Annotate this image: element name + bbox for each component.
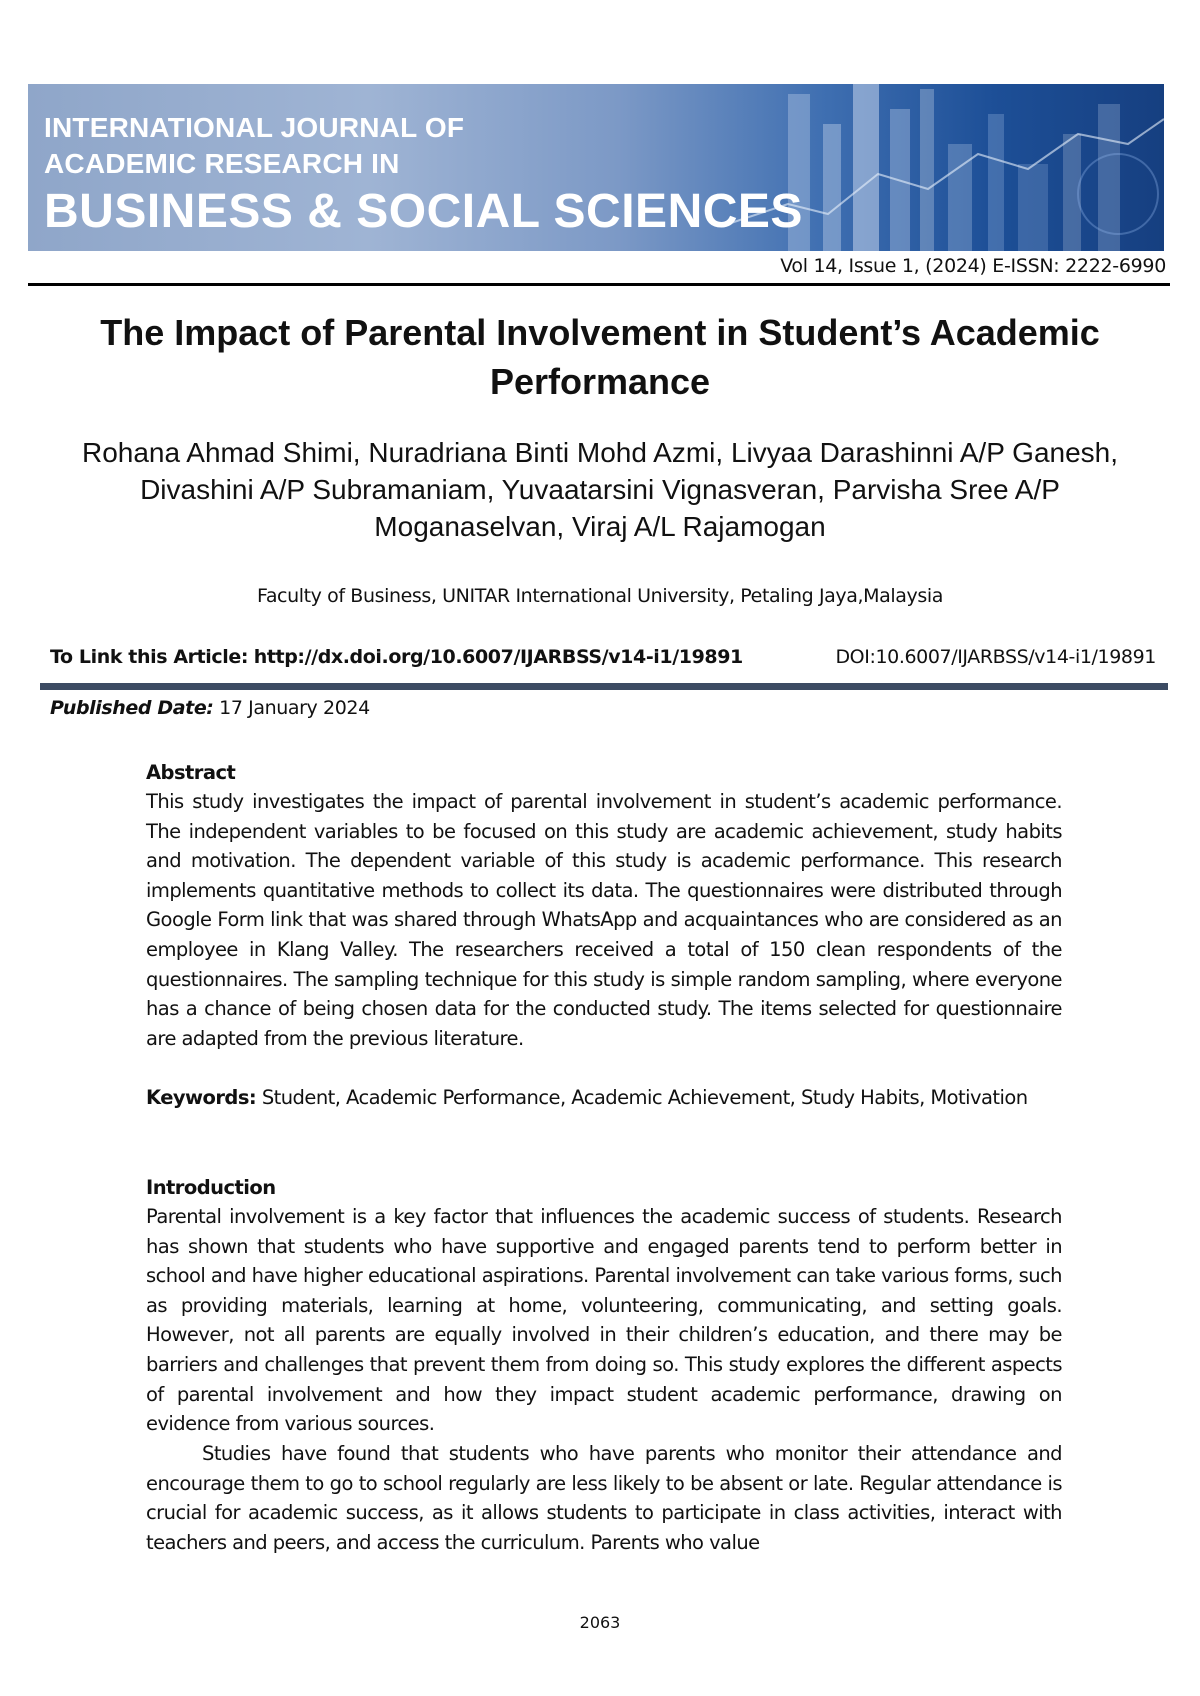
- abstract-heading: Abstract: [146, 761, 236, 784]
- introduction-heading: Introduction: [146, 1176, 276, 1199]
- journal-name-line-2: ACADEMIC RESEARCH IN: [44, 148, 400, 179]
- keywords: Student, Academic Performance, Academic Achievement, Study Habits, Motivation: [261, 1086, 1028, 1109]
- page-number: 2063: [579, 1613, 621, 1632]
- abstract-text: This study investigates the impact of parental involvement in student’s academic performance. The independent variables to be focused on this study are academic achievement, study habits and motivation. The dependent variable of this study is academic performance. This research implements quantitative methods to collect its data. The questionnaires were distributed through Google Form link that was shared through WhatsApp and acquaintances who are considered as an employee in Klang Valley. The researchers received a total of 150 clean respondents of the questionnaires. The sampling technique for this study is simple random sampling, where everyone has a chance of being chosen data for the conducted study. The items selected for questionnaire are adapted from the previous literature.: [146, 790, 1062, 1050]
- published-label: Published Date:: [50, 697, 214, 719]
- doi: DOI:10.6007/IJARBSS/v14-i1/19891: [835, 646, 1156, 668]
- keywords-label: Keywords:: [146, 1086, 257, 1109]
- journal-banner: [28, 84, 1164, 251]
- article-title: The Impact of Parental Involvement in Student’s Academic Performance: [100, 312, 1100, 402]
- issue-info: Vol 14, Issue 1, (2024) E-ISSN: 2222-6990: [780, 255, 1166, 277]
- header-divider: [28, 283, 1170, 286]
- published-date: 17 January 2024: [219, 697, 370, 719]
- keywords-row: [146, 1083, 1062, 1113]
- published-date-row: [50, 697, 370, 719]
- article-link[interactable]: [50, 646, 743, 668]
- section-divider: [40, 683, 1168, 690]
- article-link-row: [50, 646, 1156, 668]
- introduction-paragraph-1: Parental involvement is a key factor that influences the academic success of students. Research has shown that students who have supportive and engaged parents tend to perform better in school and have higher educational aspirations. Parental involvement can take various forms, such as providing materials, learning at home, volunteering, communicating, and setting goals. However, not all parents are equally involved in their children’s education, and there may be barriers and challenges that prevent them from doing so. This study explores the different aspects of parental involvement and how they impact student academic performance, drawing on evidence from various sources.: [146, 1205, 1062, 1436]
- author-list: Rohana Ahmad Shimi, Nuradriana Binti Mohd Azmi, Livyaa Darashinni A/P Ganesh, Divashini A/P Subramaniam, Yuvaatarsini Vignasveran, Parvisha Sree A/P Moganaselvan, Viraj A/L Rajamogan: [81, 437, 1119, 542]
- journal-name-line-3: BUSINESS & SOCIAL SCIENCES: [44, 185, 803, 238]
- link-label: To Link this Article:: [50, 646, 249, 668]
- journal-name-line-1: INTERNATIONAL JOURNAL OF: [44, 112, 465, 143]
- affiliation: Faculty of Business, UNITAR International University, Petaling Jaya,Malaysia: [257, 585, 943, 607]
- introduction-paragraph-2: Studies have found that students who have parents who monitor their attendance and encourage them to go to school regularly are less likely to be absent or late. Regular attendance is crucial for academic success, as it allows students to participate in class activities, interact with teachers and peers, and access the curriculum. Parents who value: [146, 1442, 1062, 1554]
- link-url[interactable]: http://dx.doi.org/10.6007/IJARBSS/v14-i1/19891: [253, 646, 743, 668]
